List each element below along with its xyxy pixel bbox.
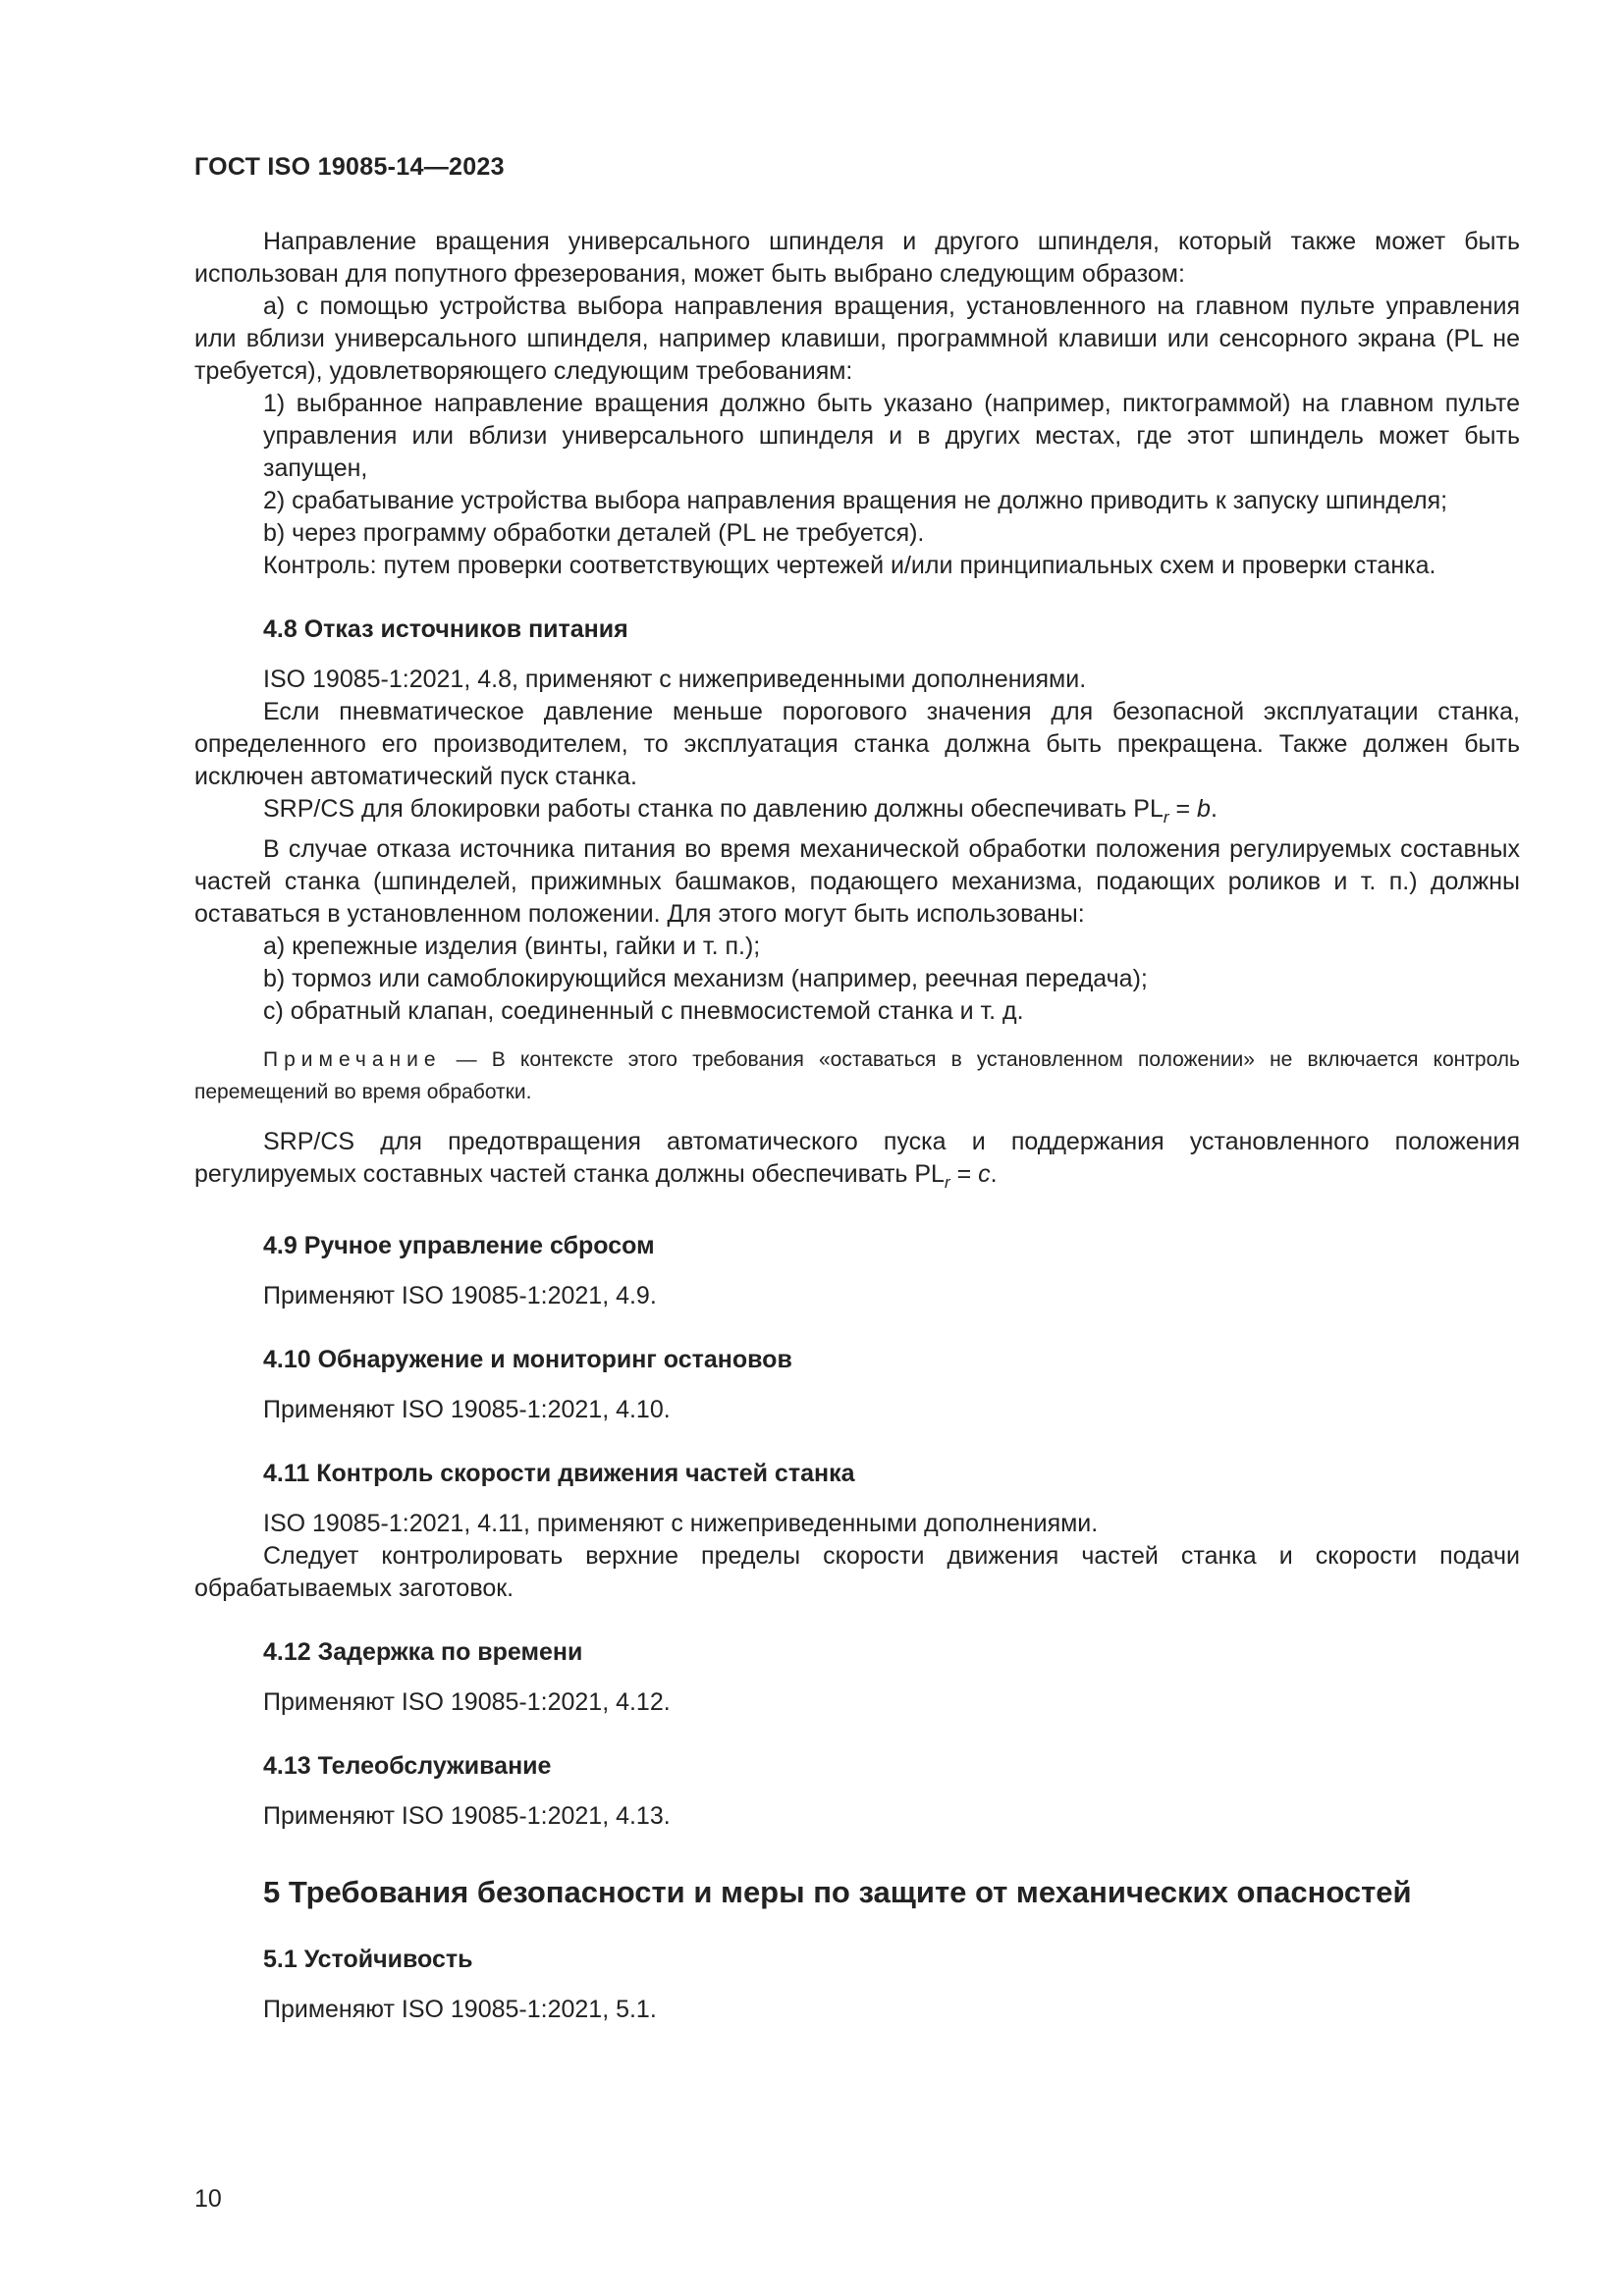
value: c xyxy=(978,1160,991,1188)
sub-list-item: 1) выбранное направление вращения должно быть указано (например, пиктограммой) на главном пульте управления или вблизи универсального шпинделя и в других местах, где этот шпиндель может быть запущен, xyxy=(263,390,1520,482)
text: . xyxy=(990,1160,998,1188)
paragraph: Применяют ISO 19085-1:2021, 4.13. xyxy=(263,1802,671,1830)
section-heading-4-8: 4.8 Отказ источников питания xyxy=(263,615,628,643)
paragraph xyxy=(194,793,1520,833)
paragraph: В случае отказа источника питания во время механической обработки положения регулируемых составных частей станка (шпинделей, прижимных башмаков, подающего механизма, подающих роликов и т. п.) должны оставаться в установленном положении. Для этого могут быть использованы: xyxy=(194,835,1520,928)
list-item: a) с помощью устройства выбора направления вращения, установленного на главном пульте управления или вблизи универсального шпинделя, например клавиши, программной клавиши или сенсорного экрана (PL не требуется), удовлетворяющего следующим требованиям: xyxy=(194,293,1520,385)
subscript: r xyxy=(944,1173,950,1192)
section-heading-4-10: 4.10 Обнаружение и мониторинг остановов xyxy=(263,1346,792,1373)
paragraph: Направление вращения универсального шпинделя и другого шпинделя, который также может быть использован для попутного фрезерования, может быть выбрано следующим образом: xyxy=(194,228,1520,288)
paragraph: ISO 19085-1:2021, 4.8, применяют с нижеприведенными дополнениями. xyxy=(263,666,1087,693)
list-item: b) через программу обработки деталей (PL не требуется). xyxy=(263,519,925,547)
subscript: r xyxy=(1163,808,1169,827)
paragraph: Контроль: путем проверки соответствующих чертежей и/или принципиальных схем и проверки станка. xyxy=(263,552,1436,579)
text: = xyxy=(949,1160,979,1188)
paragraph: Применяют ISO 19085-1:2021, 4.10. xyxy=(263,1396,671,1423)
list-item: b) тормоз или самоблокирующийся механизм (например, реечная передача); xyxy=(263,965,1148,992)
section-heading-5-1: 5.1 Устойчивость xyxy=(263,1946,473,1973)
value: b xyxy=(1197,795,1211,823)
text: SRP/CS для блокировки работы станка по давлению должны обеспечивать PL xyxy=(263,795,1164,823)
page-content xyxy=(194,226,1520,2026)
note xyxy=(194,1043,1520,1108)
paragraph: ISO 19085-1:2021, 4.11, применяют с нижеприведенными дополнениями. xyxy=(263,1510,1099,1537)
note-label: Примечание xyxy=(263,1048,442,1071)
section-heading-4-12: 4.12 Задержка по времени xyxy=(263,1638,583,1666)
paragraph: Применяют ISO 19085-1:2021, 5.1. xyxy=(263,1996,657,2023)
page-number: 10 xyxy=(194,2185,222,2213)
text: . xyxy=(1210,795,1218,823)
list-item: a) крепежные изделия (винты, гайки и т. п.); xyxy=(263,933,761,960)
sub-list-item: 2) срабатывание устройства выбора направления вращения не должно приводить к запуску шпинделя; xyxy=(263,487,1448,514)
paragraph: Применяют ISO 19085-1:2021, 4.12. xyxy=(263,1688,671,1716)
section-heading-4-11: 4.11 Контроль скорости движения частей станка xyxy=(263,1460,855,1487)
paragraph: Следует контролировать верхние пределы скорости движения частей станка и скорости подачи обрабатываемых заготовок. xyxy=(194,1542,1520,1602)
note-text: — В контексте этого требования «оставаться в установленном положении» не включается контроль перемещений во время обработки. xyxy=(194,1048,1520,1103)
section-heading-4-13: 4.13 Телеобслуживание xyxy=(263,1752,552,1780)
paragraph: Если пневматическое давление меньше порогового значения для безопасной эксплуатации станка, определенного его производителем, то эксплуатация станка должна быть прекращена. Также должен быть исключен автоматический пуск станка. xyxy=(194,698,1520,790)
section-heading-4-9: 4.9 Ручное управление сбросом xyxy=(263,1232,655,1259)
list-item: c) обратный клапан, соединенный с пневмосистемой станка и т. д. xyxy=(263,997,1024,1025)
text: = xyxy=(1168,795,1198,823)
document-header: ГОСТ ISO 19085-14—2023 xyxy=(194,153,505,181)
text: SRP/CS для предотвращения автоматического пуска и поддержания установленного положения регулируемых составных частей станка должны обеспечивать PL xyxy=(194,1128,1520,1188)
paragraph: Применяют ISO 19085-1:2021, 4.9. xyxy=(263,1282,657,1309)
paragraph xyxy=(194,1126,1520,1199)
section-heading-5: 5 Требования безопасности и меры по защите от механических опасностей xyxy=(263,1875,1412,1909)
